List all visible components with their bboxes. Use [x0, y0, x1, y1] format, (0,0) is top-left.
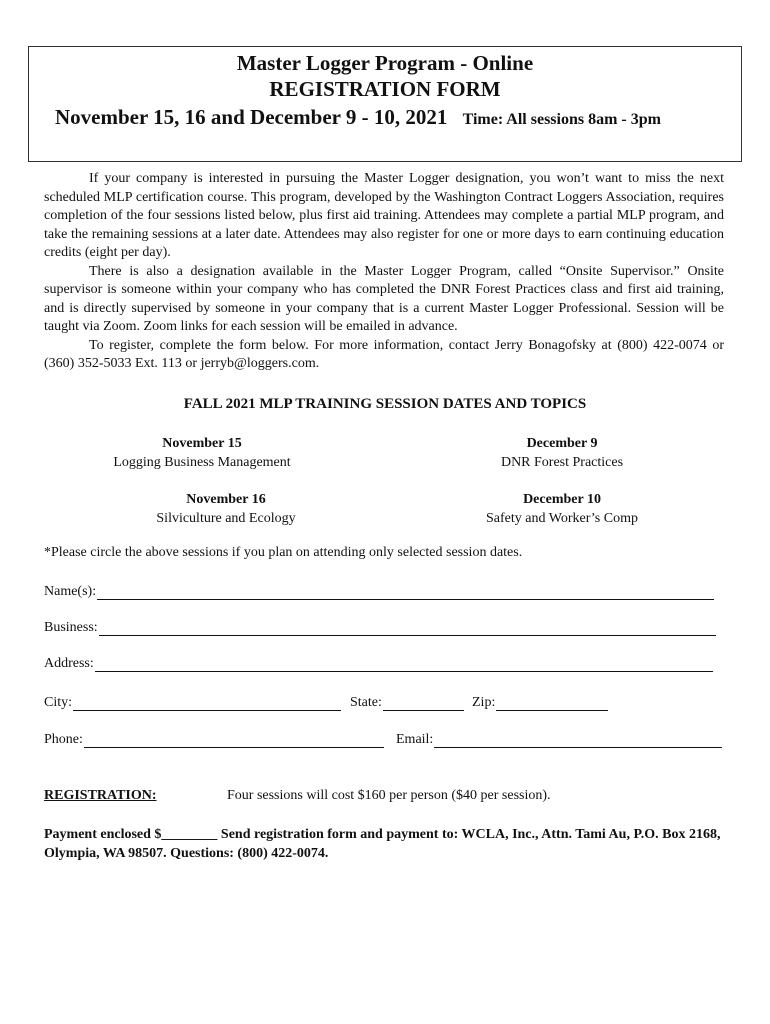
state-field[interactable] — [350, 695, 464, 711]
city-field[interactable] — [44, 695, 341, 711]
intro-paragraph-1: If your company is interested in pursuing the Master Logger designation, you won’t want to miss the next scheduled MLP certification course. This program, developed by the Washington Contract Loggers Association, requires completion of the four sessions listed below, plus first aid training. Attendees may complete a partial MLP program, and take the remaining sessions at a later date. Attendees may also register for one or more days to earn continuing education credits (eight per day). — [44, 171, 724, 260]
name-label: Name(s): — [44, 584, 97, 599]
session-date: December 9 — [526, 436, 598, 451]
intro-paragraph-2: There is also a designation available in the Master Logger Program, called “Onsite Supervisor.” Onsite supervisor is someone within your company who has completed the DNR Forest Practices class and first aid training, and is directly supervised by someone in your company that is a current Master Logger Professional. Session will be taught via Zoom. Zoom links for each session will be emailed in advance. — [44, 263, 724, 334]
session-december-10 — [432, 490, 692, 528]
phone-label: Phone: — [44, 732, 83, 747]
session-date: December 10 — [523, 492, 601, 507]
intro-paragraph-3: To register, complete the form below. For more information, contact Jerry Bonagofsky at (800) 422-0074 or (360) 352-5033 Ext. 113 or jerryb@loggers.com. — [44, 337, 724, 371]
business-input-line[interactable] — [99, 621, 716, 636]
sessions-heading: FALL 2021 MLP TRAINING SESSION DATES AND TOPICS — [183, 396, 587, 412]
business-label: Business: — [44, 620, 98, 635]
session-date: November 15 — [162, 436, 242, 451]
registration-label: REGISTRATION: — [44, 788, 157, 803]
session-topic: Silviculture and Ecology — [156, 511, 296, 526]
name-input-line[interactable] — [97, 585, 714, 600]
session-november-16 — [96, 490, 356, 528]
session-november-15 — [72, 434, 332, 472]
email-field[interactable] — [396, 732, 722, 748]
zip-field[interactable] — [472, 695, 608, 711]
header-box — [28, 46, 742, 162]
city-label: City: — [44, 695, 73, 710]
session-topic: Safety and Worker’s Comp — [486, 511, 638, 526]
address-field[interactable] — [44, 656, 713, 672]
business-field[interactable] — [44, 620, 716, 636]
registration-cost: Four sessions will cost $160 per person ($40 per session). — [227, 788, 551, 803]
zip-label: Zip: — [472, 695, 496, 710]
session-time: Time: All sessions 8am - 3pm — [462, 111, 661, 128]
payment-instructions: Payment enclosed $________ Send registration form and payment to: WCLA, Inc., Attn. Tami Au, P.O. Box 2168, Olympia, WA 98507. Questions: (800) 422-0074. — [44, 827, 721, 861]
program-dates — [55, 105, 661, 130]
session-date: November 16 — [186, 492, 266, 507]
circle-sessions-note: *Please circle the above sessions if you plan on attending only selected session dates. — [44, 545, 523, 560]
zip-input-line[interactable] — [496, 696, 608, 711]
form-subtitle: REGISTRATION FORM — [269, 77, 501, 101]
session-topic: DNR Forest Practices — [500, 455, 624, 470]
city-input-line[interactable] — [73, 696, 341, 711]
address-input-line[interactable] — [95, 657, 713, 672]
dates-text: November 15, 16 and December 9 - 10, 2021 — [55, 105, 448, 129]
intro-text — [44, 170, 724, 374]
email-input-line[interactable] — [434, 733, 722, 748]
email-label: Email: — [396, 732, 434, 747]
form-title: Master Logger Program - Online — [236, 51, 534, 75]
state-label: State: — [350, 695, 382, 710]
session-topic: Logging Business Management — [113, 455, 291, 470]
state-input-line[interactable] — [383, 696, 464, 711]
name-field[interactable] — [44, 584, 714, 600]
phone-input-line[interactable] — [84, 733, 384, 748]
address-label: Address: — [44, 656, 94, 671]
session-december-9 — [432, 434, 692, 472]
phone-field[interactable] — [44, 732, 384, 748]
